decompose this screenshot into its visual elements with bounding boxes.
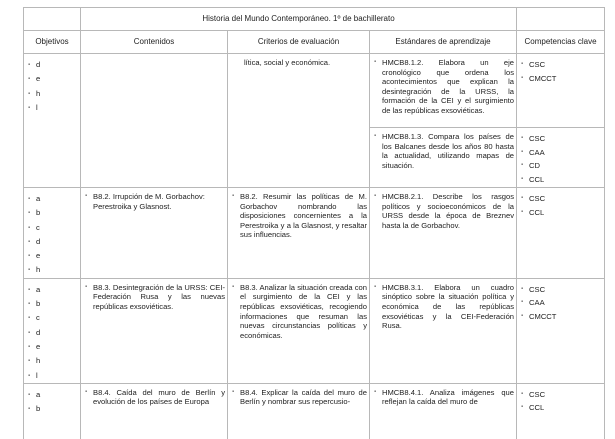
list-item: ▪ CCL: [521, 206, 602, 220]
estandares-cell: [370, 278, 517, 383]
list-item: ▪ HMCB8.1.3. Compara los países de los Balcanes desde los años 80 hasta la actualidad, utilizando mapas de situación.: [374, 132, 514, 170]
list-item: ▪ d: [28, 58, 78, 72]
objetivos-cell: [24, 188, 81, 279]
list-item: ▪ CSC: [521, 388, 602, 402]
list-item: ▪ a: [28, 388, 78, 402]
estandares-cell: [370, 383, 517, 439]
list-item: ▪ B8.3. Desintegración de la URSS: CEI-Federación Rusa y las nuevas repúblicas exsoviéticas.: [85, 283, 225, 312]
list-item: ▪ HMCB8.2.1. Describe los rasgos políticos y socioeconómicos de la URSS desde la época de Breznev hasta la de Gorbachov.: [374, 192, 514, 230]
criterios-cell: [228, 188, 370, 279]
header-contenidos: Contenidos: [81, 31, 228, 54]
criterios-cell: [228, 278, 370, 383]
list-item: ▪ CAA: [521, 146, 602, 160]
list-item: ▪ a: [28, 283, 78, 297]
list-item: ▪ b: [28, 402, 78, 416]
estandares-cell: [370, 54, 517, 128]
objetivos-cell: [24, 383, 81, 439]
list-item: ▪ b: [28, 206, 78, 220]
list-item: ▪ B8.4. Explicar la caída del muro de Berlín y nombrar sus repercusio-: [232, 388, 367, 407]
competencias-cell: [517, 383, 605, 439]
contenidos-cell: [81, 278, 228, 383]
list-item: ▪ h: [28, 87, 78, 101]
competencias-cell: [517, 128, 605, 188]
table-row: [24, 278, 605, 383]
estandares-cell: [370, 188, 517, 279]
table-row: [24, 383, 605, 439]
list-item: ▪ l: [28, 369, 78, 383]
list-item: ▪ l: [28, 101, 78, 115]
criterios-cell: [228, 54, 370, 188]
list-item: ▪ CSC: [521, 132, 602, 146]
list-item: ▪ CCL: [521, 173, 602, 187]
list-item: ▪ HMCB8.4.1. Analiza imágenes que reflejan la caída del muro de: [374, 388, 514, 407]
list-item: ▪ CSC: [521, 283, 602, 297]
list-item: ▪ d: [28, 326, 78, 340]
criterios-text: lítica, social y económica.: [244, 58, 331, 67]
objetivos-cell: [24, 54, 81, 188]
list-item: ▪ h: [28, 263, 78, 277]
list-item: ▪ c: [28, 311, 78, 325]
contenidos-cell: [81, 54, 228, 188]
list-item: ▪ B8.2. Irrupción de M. Gorbachov: Perestroika y Glasnost.: [85, 192, 225, 211]
competencias-cell: [517, 278, 605, 383]
table-row: [24, 188, 605, 279]
list-item: ▪ B8.4. Caída del muro de Berlín y evolución de los países de Europa: [85, 388, 225, 407]
list-item: ▪ a: [28, 192, 78, 206]
header-estandares: Estándares de aprendizaje: [370, 31, 517, 54]
list-item: ▪ CAA: [521, 296, 602, 310]
header-row: [24, 31, 605, 54]
list-item: ▪ CSC: [521, 58, 602, 72]
list-item: ▪ c: [28, 221, 78, 235]
contenidos-cell: [81, 383, 228, 439]
header-competencias: Competencias clave: [517, 31, 605, 54]
header-objetivos: Objetivos: [24, 31, 81, 54]
list-item: ▪ e: [28, 340, 78, 354]
list-item: ▪ B8.3. Analizar la situación creada con el surgimiento de la CEI y las repúblicas exsoviéticas, recogiendo informaciones que resuman las nuevas circunstancias políticas y económicas.: [232, 283, 367, 341]
list-item: ▪ e: [28, 72, 78, 86]
criterios-cell: [228, 383, 370, 439]
list-item: ▪ h: [28, 354, 78, 368]
table-title: Historia del Mundo Contemporáneo. 1º de bachillerato: [81, 8, 517, 31]
competencias-cell: [517, 54, 605, 128]
list-item: ▪ HMCB8.1.2. Elabora un eje cronológico que ordena los acontecimientos que explican la desintegración de la URSS, la formación de la CEI y el surgimiento de las repúblicas exsoviéticas.: [374, 58, 514, 116]
contenidos-cell: [81, 188, 228, 279]
list-item: ▪ CCL: [521, 401, 602, 415]
estandares-cell: [370, 128, 517, 188]
list-item: ▪ d: [28, 235, 78, 249]
objetivos-cell: [24, 278, 81, 383]
list-item: ▪ e: [28, 249, 78, 263]
list-item: ▪ CSC: [521, 192, 602, 206]
competencias-cell: [517, 188, 605, 279]
list-item: ▪ HMCB8.3.1. Elabora un cuadro sinóptico sobre la situación política y económica de las repúblicas exsoviéticas y la CEI-Federación Rusa.: [374, 283, 514, 331]
list-item: ▪ CD: [521, 159, 602, 173]
list-item: ▪ b: [28, 297, 78, 311]
curriculum-table: [23, 7, 605, 439]
title-row: [24, 8, 605, 31]
table-row: [24, 54, 605, 128]
list-item: ▪ CMCCT: [521, 310, 602, 324]
list-item: ▪ B8.2. Resumir las políticas de M. Gorbachov nombrando las disposiciones concernientes a la Perestroika y a la Glasnost, y resaltar sus influencias.: [232, 192, 367, 240]
header-criterios: Criterios de evaluación: [228, 31, 370, 54]
list-item: ▪ CMCCT: [521, 72, 602, 86]
